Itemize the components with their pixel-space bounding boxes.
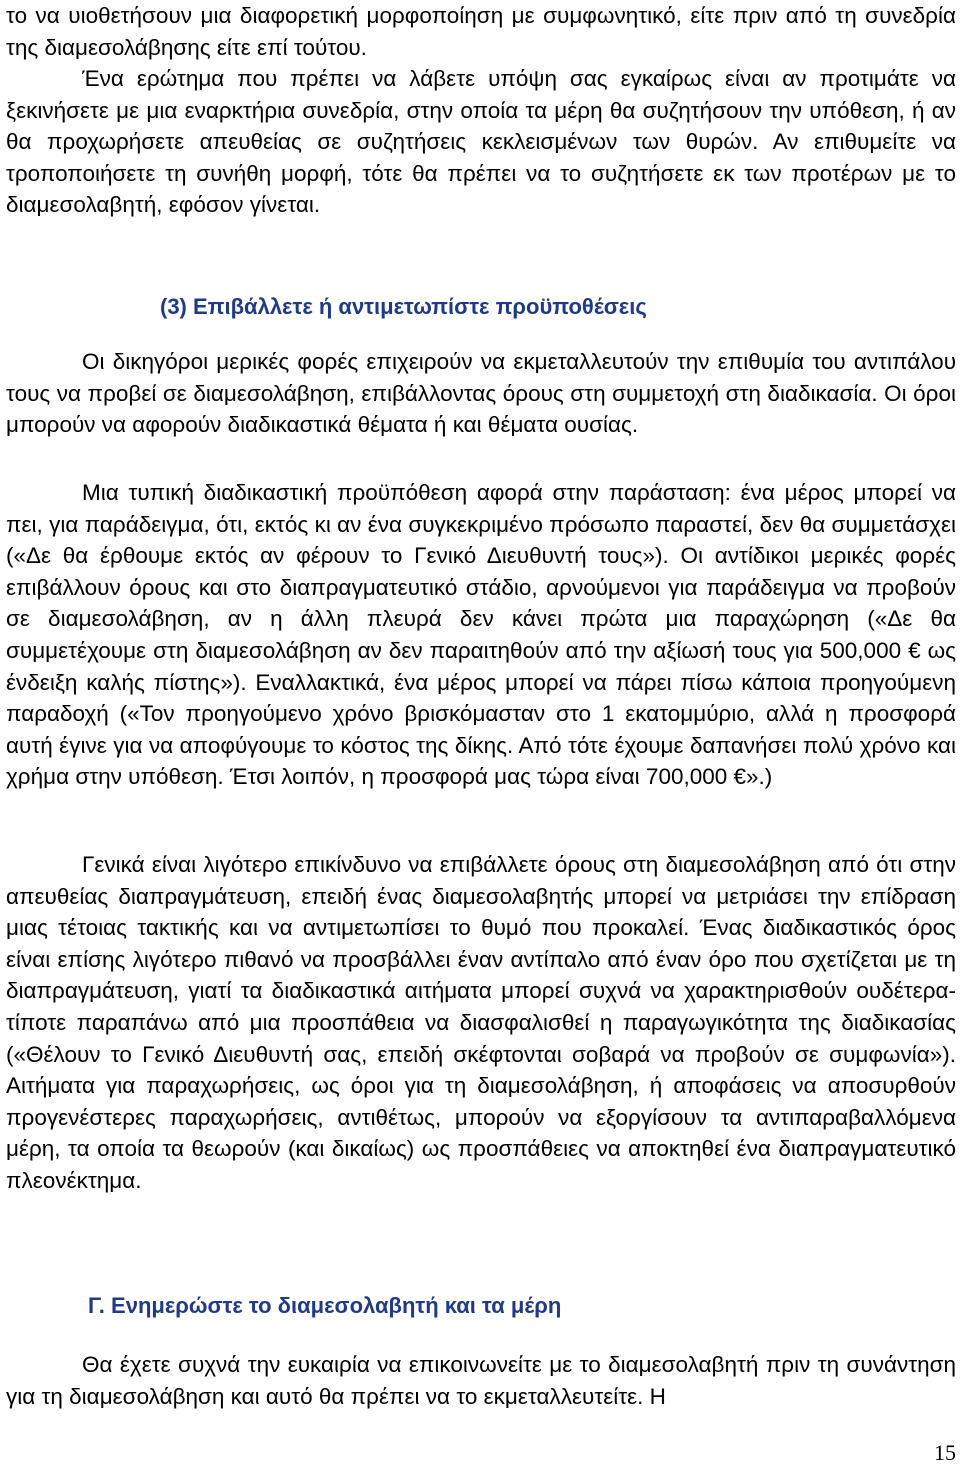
paragraph-procedural-condition: Μια τυπική διαδικαστική προϋπόθεση αφορά στην παράσταση: ένα μέρος μπορεί να πει, για παράδειγμα, ότι, εκτός κι αν ένα συγκεκριμένο πρόσωπο παραστεί, δεν θα συμμετάσχει («Δε θα έρθουμε εκτός αν φέρουν το Γενικό Διευθυντή τους»). Οι αντίδικοι μερικές φορές επιβάλλουν όρους και στο διαπραγματευτικό στάδιο, αρνούμενοι για παράδειγμα να προβούν σε διαμεσολάβηση, αν η άλλη πλευρά δεν κάνει πρώτα μια παραχώρηση («Δε θα συμμετέχουμε στη διαμεσολάβηση αν δεν παραιτηθούν από την αξίωσή τους για 500,000 € ως ένδειξη καλής πίστης»). Εναλλακτικά, ένα μέρος μπορεί να πάρει πίσω κάποια προηγούμενη παραδοχή («Τον προηγούμενο χρόνο βρισκόμασταν στο 1 εκατομμύριο, αλλά η προσφορά αυτή έγινε για να αποφύγουμε το κόστος της δίκης. Από τότε έχουμε δαπανήσει πολύ χρόνο και χρήμα στην υπόθεση. Έτσι λοιπόν, η προσφορά μας τώρα είναι 700,000 €».) [6,480,956,790]
paragraph-communicate-mediator: Θα έχετε συχνά την ευκαιρία να επικοινωνείτε με το διαμεσολαβητή πριν τη συνάντηση για τη διαμεσολάβηση και αυτό θα πρέπει να το εκμεταλλευτείτε. Η [6,1352,956,1409]
paragraph-opening-session: Ένα ερώτημα που πρέπει να λάβετε υπόψη σας εγκαίρως είναι αν προτιμάτε να ξεκινήσετε με μια εναρκτήρια συνεδρία, στην οποία τα μέρη θα συζητήσουν την υπόθεση, ή αν θα προχωρήσετε απευθείας σε συζητήσεις κεκλεισμένων των θυρών. Αν επιθυμείτε να τροποποιήσετε τη συνήθη μορφή, τότε θα πρέπει να το συζητήσετε εκ των προτέρων με το διαμεσολαβητή, εφόσον γίνεται. [6,66,956,218]
paragraph-continuation: το να υιοθετήσουν μια διαφορετική μορφοποίηση με συμφωνητικό, είτε πριν από τη συνεδρία της διαμεσολάβησης είτε επί τούτου. [6,3,956,60]
section-heading-conditions: (3) Επιβάλλετε ή αντιμετωπίστε προϋποθέσεις [160,294,647,319]
section-heading-inform-mediator: Γ. Ενημερώστε το διαμεσολαβητή και τα μέρη [88,1293,562,1318]
paragraph-lawyers-conditions: Οι δικηγόροι μερικές φορές επιχειρούν να εκμεταλλευτούν την επιθυμία του αντιπάλου τους να προβεί σε διαμεσολάβηση, επιβάλλοντας όρους στη συμμετοχή στη διαδικασία. Οι όροι μπορούν να αφορούν διαδικαστικά θέματα ή και θέματα ουσίας. [6,349,956,438]
page-number: 15 [934,1440,956,1465]
paragraph-less-risky: Γενικά είναι λιγότερο επικίνδυνο να επιβάλλετε όρους στη διαμεσολάβηση από ότι στην απευθείας διαπραγμάτευση, επειδή ένας διαμεσολαβητής μπορεί να μετριάσει την επίδραση μιας τέτοιας τακτικής και να αντιμετωπίσει το θυμό που προκαλεί. Ένας διαδικαστικός όρος είναι επίσης λιγότερο πιθανό να προσβάλλει έναν αντίπαλο από έναν όρο που σχετίζεται με τη διαπραγμάτευση, γιατί τα διαδικαστικά αιτήματα μπορεί συχνά να χαρακτηρισθούν ουδέτερα-τίποτε παραπάνω από μια προσπάθεια να διασφαλισθεί η παραγωγικότητα της διαδικασίας («Θέλουν το Γενικό Διευθυντή σας, επειδή σκέφτονται σοβαρά να προβούν σε συμφωνία»). Αιτήματα για παραχωρήσεις, ως όροι για τη διαμεσολάβηση, ή αποφάσεις να αποσυρθούν προγενέστερες παραχωρήσεις, αντιθέτως, μπορούν να εξοργίσουν τα αντιπαραβαλλόμενα μέρη, τα οποία τα θεωρούν (και δικαίως) ως προσπάθειες να αποκτηθεί ένα διαπραγματευτικό πλεονέκτημα. [6,852,956,1193]
